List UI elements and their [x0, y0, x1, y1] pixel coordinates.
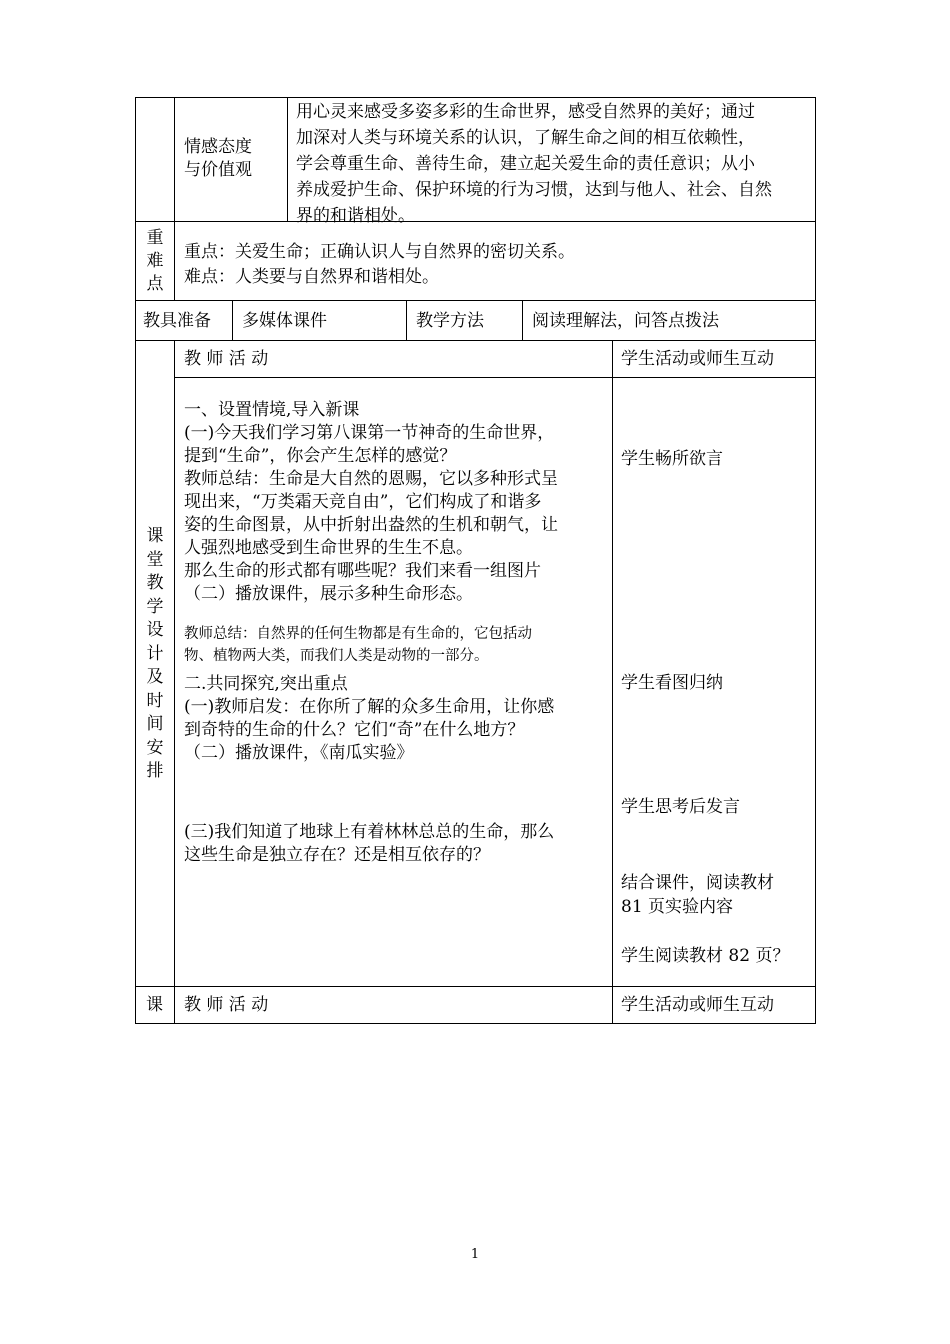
student-activity-header: 学生活动或师生互动: [621, 349, 774, 369]
teaching-tools-label: 教具准备: [143, 311, 211, 331]
col-divider: [612, 340, 613, 1024]
col-divider: [287, 97, 288, 222]
row5-student-header: 学生活动或师生互动: [621, 995, 774, 1015]
student-activity-5: 学生阅读教材 82 页？: [621, 946, 790, 966]
page-number: 1: [470, 1247, 480, 1262]
col-divider: [232, 300, 233, 341]
row-divider: [135, 300, 816, 301]
table-right-border: [815, 97, 816, 1024]
teaching-tools-value: 多媒体课件: [242, 311, 327, 331]
teacher-activity-block-2: 二.共同探究,突出重点 (一)教师启发：在你所了解的众多生命用，让你感 到奇特的生命的什么？它们“奇”在什么地方？ （二）播放课件，《南瓜实验》: [184, 674, 555, 763]
student-activity-1: 学生畅所欲言: [621, 449, 723, 469]
col-divider: [174, 340, 175, 1024]
row5-label: 课: [146, 995, 163, 1015]
student-activity-3: 学生思考后发言: [621, 797, 740, 817]
teacher-activity-block-1: 一、设置情境,导入新课 (一)今天我们学习第八课第一节神奇的生命世界， 提到“生命”，你会产生怎样的感觉？ 教师总结：生命是大自然的恩赐，它以多种形式呈 现出来，“万类霜天竞自由”，它们构成了和谐多 姿的生命图景，从中折射出盎然的生机和朝气，让 人强烈地感受到生命世界的生生不息。 那么生命的形式都有哪些呢？我们来看一组图片 （二）播放课件，展示多种生命形态。: [184, 400, 558, 604]
key-points-label: 重 难 点: [146, 228, 164, 294]
row-divider: [174, 377, 816, 378]
col-divider: [522, 300, 523, 341]
student-activity-4: 结合课件，阅读教材 81 页实验内容: [621, 873, 774, 917]
teaching-method-label: 教学方法: [416, 311, 484, 331]
teacher-activity-block-3: (三)我们知道了地球上有着林林总总的生命，那么 这些生命是独立存在？还是相互依存的？: [184, 822, 555, 865]
teaching-method-value: 阅读理解法，问答点拨法: [532, 311, 719, 331]
classroom-design-label: 课 堂 教 学 设 计 及 时 间 安 排: [146, 526, 164, 781]
table-top-border: [135, 97, 816, 98]
col-divider: [174, 97, 175, 301]
row-divider: [135, 340, 816, 341]
col-divider: [406, 300, 407, 341]
attitude-label: 情感态度 与价值观: [184, 137, 252, 180]
row5-teacher-header: 教 师 活 动: [184, 995, 269, 1015]
row-divider: [135, 986, 816, 987]
teacher-activity-header: 教 师 活 动: [184, 349, 269, 369]
table-bottom-border: [135, 1023, 816, 1024]
teacher-summary-small: 教师总结：自然界的任何生物都是有生命的，它包括动 物、植物两大类，而我们人类是动物的一部分。: [184, 626, 532, 664]
student-activity-2: 学生看图归纳: [621, 673, 723, 693]
key-points-content: 重点：关爱生命；正确认识人与自然界的密切关系。 难点：人类要与自然界和谐相处。: [184, 242, 575, 287]
attitude-content: 用心灵来感受多姿多彩的生命世界，感受自然界的美好；通过 加深对人类与环境关系的认识，了解生命之间的相互依赖性， 学会尊重生命、善待生命，建立起关爱生命的责任意识；从小 养成爱护生命、保护环境的行为习惯，达到与他人、社会、自然 界的和谐相处。: [296, 102, 772, 226]
